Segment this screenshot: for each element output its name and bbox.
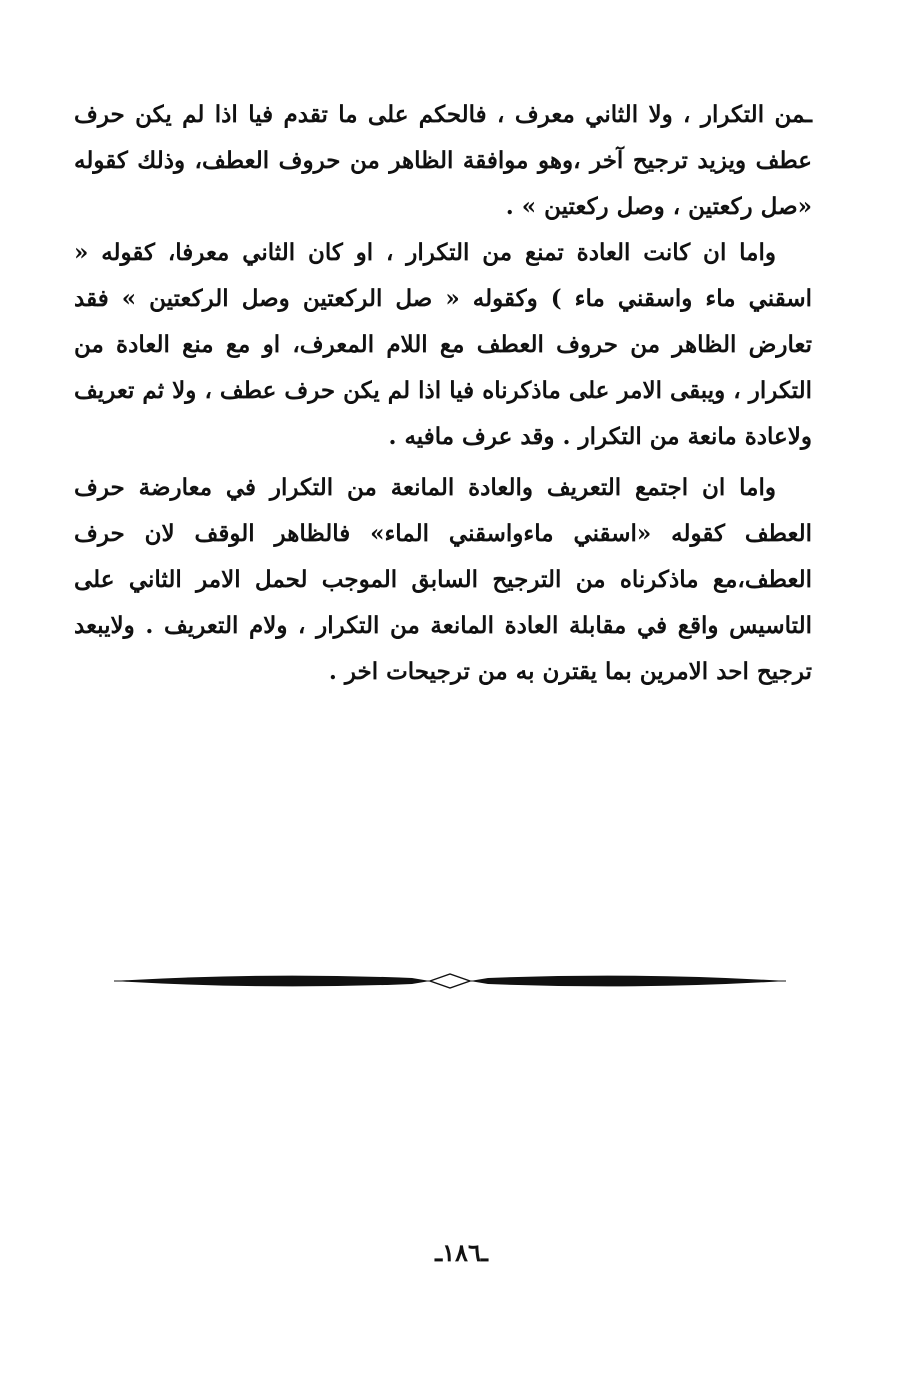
paragraph-1: [74, 92, 812, 230]
ornamental-divider: [112, 966, 788, 996]
paragraph-3: [74, 465, 812, 695]
paragraph-2-text: واما ان كانت العادة تمنع من التكرار ، او كان الثاني معرفا، كقوله « اسقني ماء واسقني ماء ) وكقوله « صل الركعتين وصل الركعتين » فقد تعارض الظاهر من حروف العطف مع اللام المعرف، او مع منع العادة من التكرار ، ويبقى الامر على ماذكرناه فيا اذا لم يكن حرف عطف ، ولا ثم تعريف ولاعادة مانعة من التكرار . وقد عرف مافيه .: [74, 239, 812, 450]
paragraph-1-text: ـمن التكرار ، ولا الثاني معرف ، فالحكم على ما تقدم فيا اذا لم يكن حرف عطف ويزيد ترجيح آخر ،وهو موافقة الظاهر من حروف العطف، وذلك كقوله «صل ركعتين ، وصل ركعتين » .: [74, 101, 812, 220]
paragraph-2: [74, 230, 812, 460]
paragraph-3-text: واما ان اجتمع التعريف والعادة المانعة من التكرار في معارضة حرف العطف كقوله «اسقني ماءواسقني الماء» فالظاهر الوقف لان حرف العطف،مع ماذكرناه من الترجيح السابق الموجب لحمل الامر الثاني على التاسيس واقع في مقابلة العادة المانعة من التكرار ، ولام التعريف . ولايبعد ترجيح احد الامرين بما يقترن به من ترجيحات اخر .: [74, 474, 812, 685]
page-number: ـ١٨٦ـ: [435, 1238, 488, 1267]
